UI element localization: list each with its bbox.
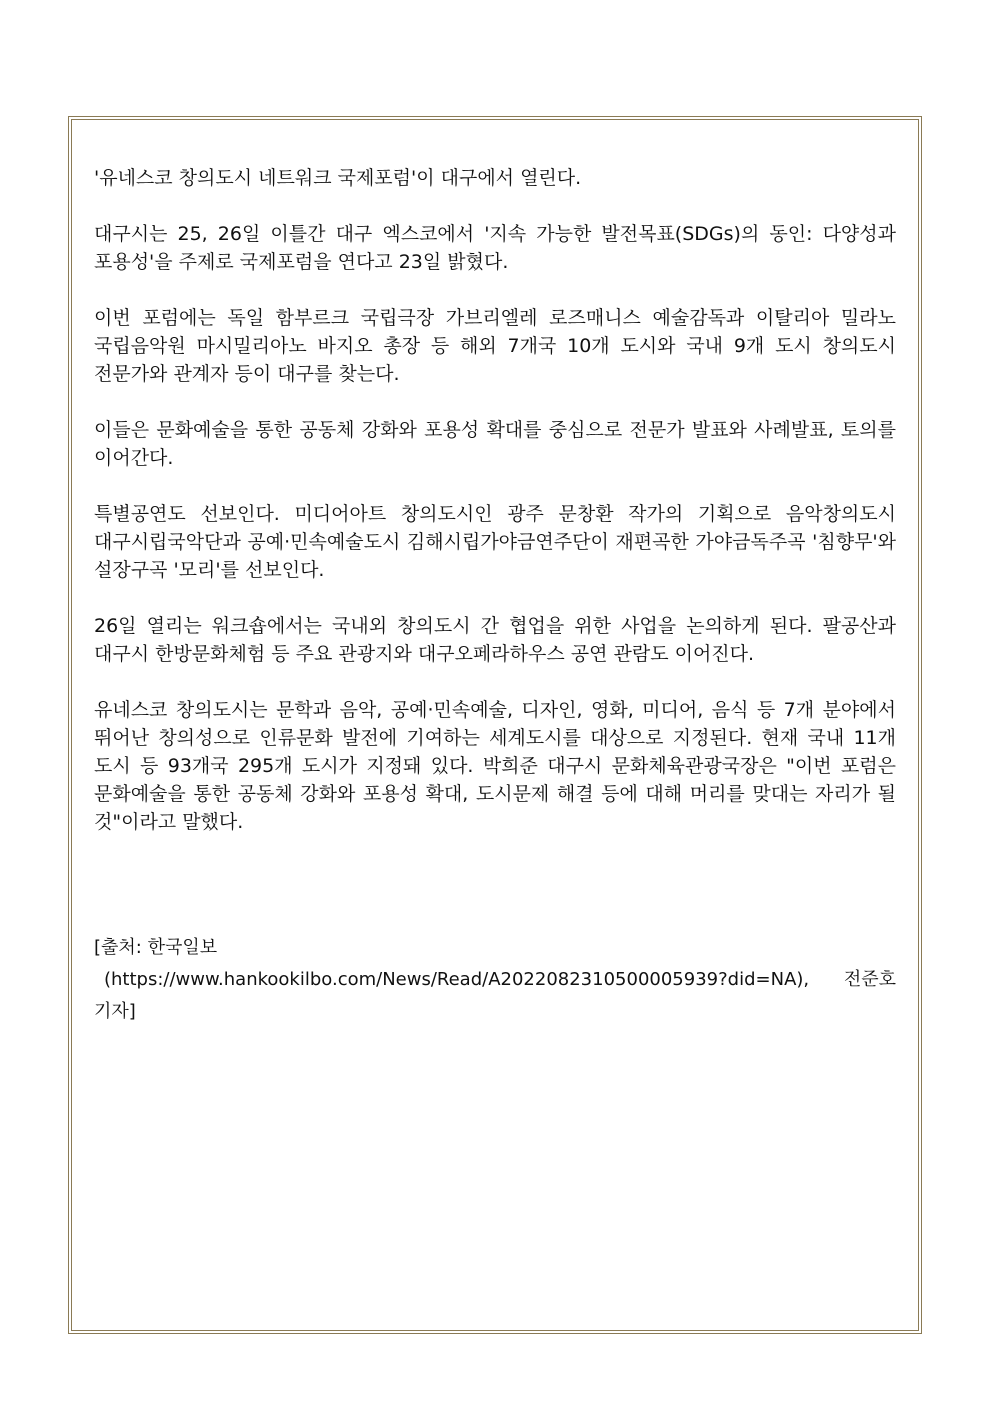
article-paragraph: 유네스코 창의도시는 문학과 음악, 공예·민속예술, 디자인, 영화, 미디어, 음식 등 7개 분야에서 뛰어난 창의성으로 인류문화 발전에 기여하는 세계도시를 대상으로 지정된다. 현재 국내 11개 도시 등 93개국 295개 도시가 지정돼 있다. 박희준 대구시 문화체육관광국장은 "이번 포럼은 문화예술을 통한 공동체 강화와 포용성 확대, 도시문제 해결 등에 대해 머리를 맞대는 자리가 될 것"이라고 말했다.: [94, 699, 896, 833]
article-body: [94, 164, 896, 836]
article-headline-paragraph: '유네스코 창의도시 네트워크 국제포럼'이 대구에서 열린다.: [94, 167, 582, 189]
source-url-line: [94, 964, 896, 996]
article-paragraph: 이번 포럼에는 독일 함부르크 국립극장 가브리엘레 로즈매니스 예술감독과 이탈리아 밀라노 국립음악원 마시밀리아노 바지오 총장 등 해외 7개국 10개 도시와 국내 9개 도시 창의도시 전문가와 관계자 등이 대구를 찾는다.: [94, 307, 896, 385]
article-paragraph: 26일 열리는 워크숍에서는 국내외 창의도시 간 협업을 위한 사업을 논의하게 된다. 팔공산과 대구시 한방문화체험 등 주요 관광지와 대구오페라하우스 공연 관람도 이어진다.: [94, 615, 896, 665]
article-paragraph: 대구시는 25, 26일 이틀간 대구 엑스코에서 '지속 가능한 발전목표(SDGs)의 동인: 다양성과 포용성'을 주제로 국제포럼을 연다고 23일 밝혔다.: [94, 223, 896, 273]
reporter-title: 기자]: [94, 1001, 136, 1022]
source-label: [출처: 한국일보: [94, 937, 218, 958]
source-citation: [94, 932, 896, 1028]
source-url: (https://www.hankookilbo.com/News/Read/A2022082310500005939?did=NA),: [104, 969, 810, 990]
reporter-name: 전준호: [843, 969, 896, 990]
article-paragraph: 특별공연도 선보인다. 미디어아트 창의도시인 광주 문창환 작가의 기획으로 음악창의도시 대구시립국악단과 공예·민속예술도시 김해시립가야금연주단이 재편곡한 가야금독주곡 '침향무'와 설장구곡 '모리'를 선보인다.: [94, 503, 896, 581]
article-paragraph: 이들은 문화예술을 통한 공동체 강화와 포용성 확대를 중심으로 전문가 발표와 사례발표, 토의를 이어간다.: [94, 419, 896, 469]
